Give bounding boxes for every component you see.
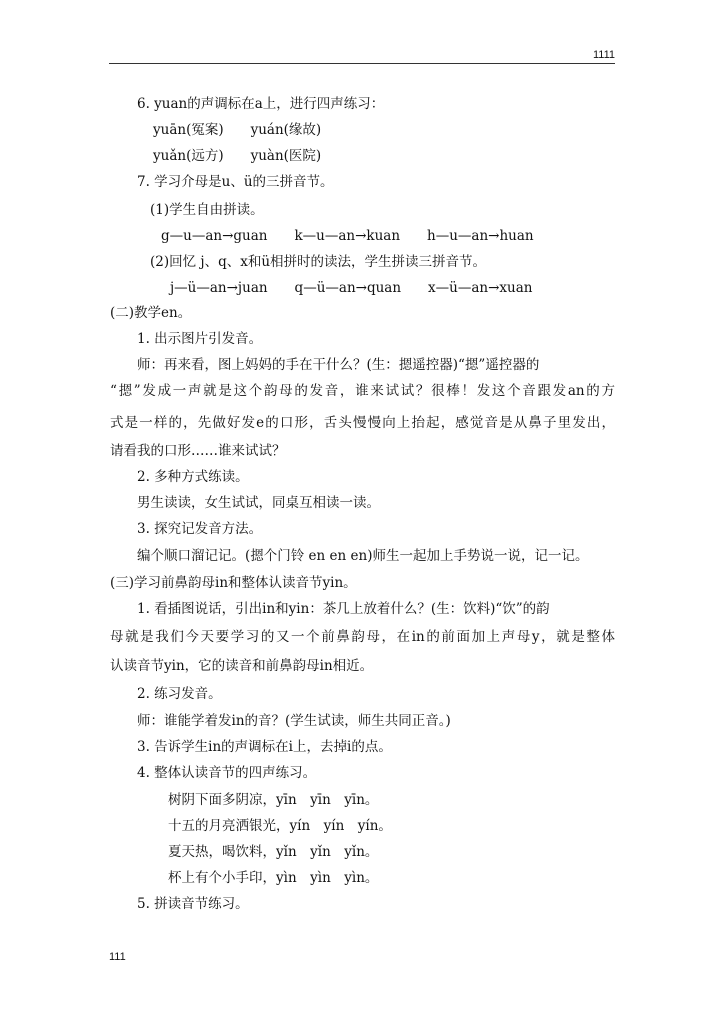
- text-line: j—ü—an→juan q—ü—an→quan x—ü—an→xuan: [170, 280, 533, 296]
- text-line: 师：再来看，图上妈妈的手在干什么？(生：摁遥控器)“摁”遥控器的: [137, 357, 540, 373]
- text-line: 认读音节yin，它的读音和前鼻韵母in相近。: [110, 658, 374, 674]
- text-line: 男生读读，女生试试，同桌互相读一读。: [137, 495, 380, 511]
- footer-page-number: 111: [109, 951, 126, 963]
- text-line: 1. 出示图片引发音。: [137, 331, 263, 347]
- text-line: 十五的月亮洒银光，yín yín yín。: [168, 818, 392, 834]
- text-line: 师：谁能学着发in的音？(学生试读，师生共同正音。): [137, 713, 451, 729]
- text-line: 编个顺口溜记记。(摁个门铃 en en en)师生一起加上手势说一说，记一记。: [137, 548, 589, 564]
- text-line: 3. 探究记发音方法。: [137, 521, 263, 537]
- text-line: 3. 告诉学生in的声调标在i上，去掉i的点。: [137, 739, 392, 755]
- text-line: 杯上有个小手印，yìn yìn yìn。: [168, 870, 379, 886]
- text-line: 式是一样的，先做好发e的口形，舌头慢慢向上抬起，感觉音是从鼻子里发出，: [110, 415, 615, 431]
- section-heading: (三)学习前鼻韵母in和整体认读音节yin。: [110, 575, 357, 591]
- text-line: yuǎn(远方) yuàn(医院): [153, 148, 322, 164]
- text-line: 7. 学习介母是u、ü的三拼音节。: [137, 174, 334, 190]
- text-line: 母就是我们今天要学习的又一个前鼻韵母，在in的前面加上声母y，就是整体: [110, 629, 615, 645]
- text-line: 1. 看插图说话，引出in和yin：茶几上放着什么？(生：饮料)“饮”的韵: [137, 601, 550, 617]
- text-line: 树阴下面多阴凉，yīn yīn yīn。: [168, 792, 379, 808]
- text-line: g—u—an→guan k—u—an→kuan h—u—an→huan: [161, 228, 534, 244]
- text-line: 2. 多种方式练读。: [137, 469, 249, 485]
- header-rule: [109, 63, 615, 64]
- header-page-number: 1111: [592, 49, 615, 61]
- text-line: 4. 整体认读音节的四声练习。: [137, 765, 317, 781]
- text-line: 请看我的口形……谁来试试？: [110, 443, 286, 459]
- text-line: yuān(冤案) yuán(缘故): [153, 122, 322, 138]
- section-heading: (二)教学en。: [110, 305, 192, 321]
- text-line: (2)回忆 j、q、x和ü相拼时的读法，学生拼读三拼音节。: [150, 254, 487, 270]
- text-line: 2. 练习发音。: [137, 686, 222, 702]
- text-line: 夏天热，喝饮料，yǐn yǐn yǐn。: [168, 844, 379, 860]
- text-line: (1)学生自由拼读。: [150, 202, 264, 218]
- text-line: “摁”发成一声就是这个韵母的发音，谁来试试？很棒！发这个音跟发an的方: [110, 383, 615, 399]
- text-line: 6. yuan的声调标在a上，进行四声练习：: [137, 96, 385, 112]
- text-line: 5. 拼读音节练习。: [137, 896, 249, 912]
